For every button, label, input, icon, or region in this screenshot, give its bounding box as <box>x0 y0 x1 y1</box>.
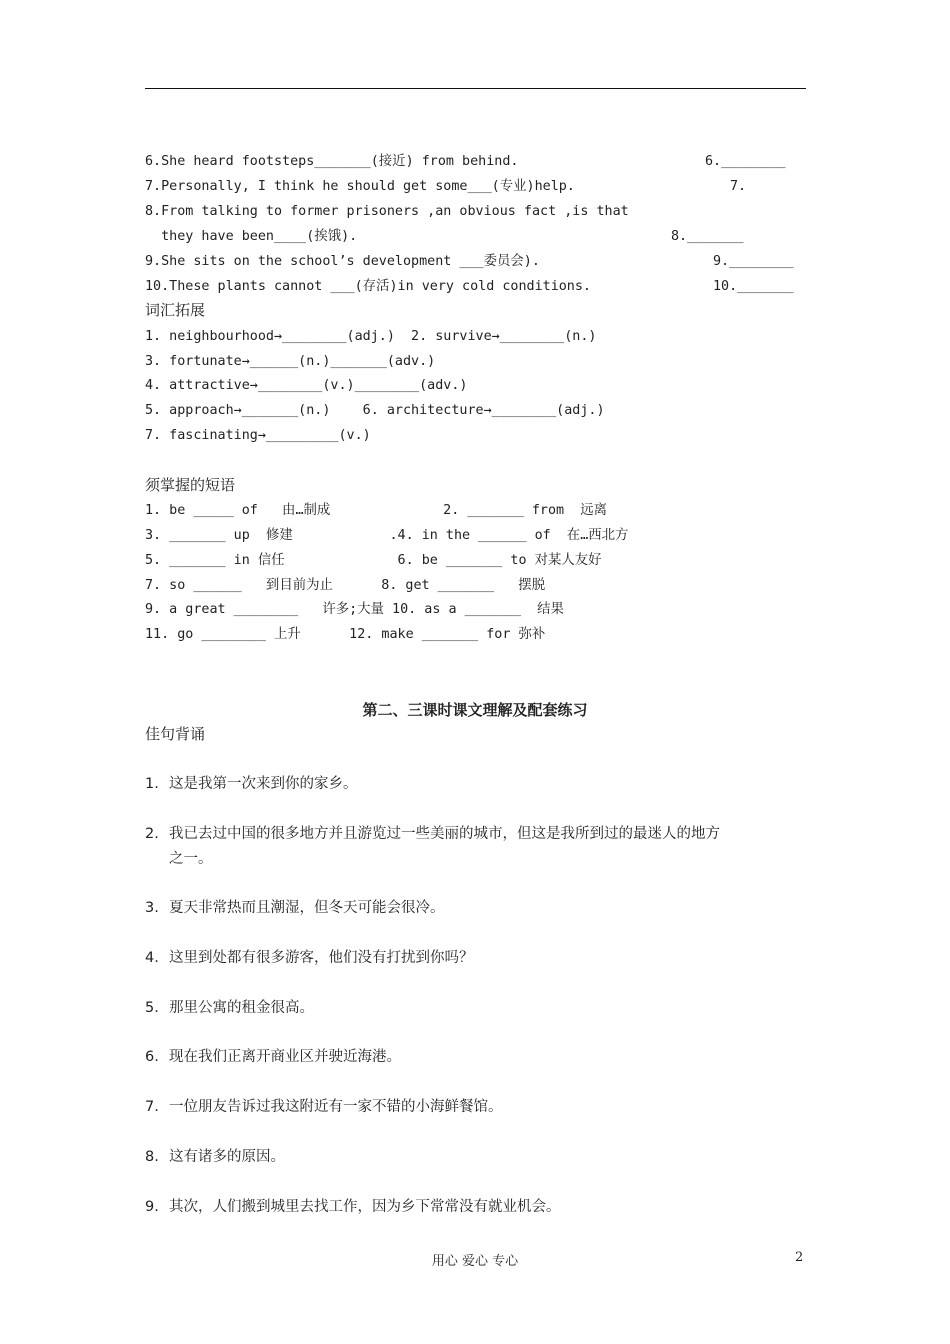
answer-blank-7: 7. <box>730 179 747 194</box>
sentence-text: 这有诸多的原因。 <box>169 1149 285 1165</box>
sentence-continuation: 之一。 <box>169 851 213 867</box>
sentence-item <box>145 772 810 797</box>
sentence-text: 那里公寓的租金很高。 <box>169 1000 314 1016</box>
sentence-item <box>145 1145 810 1170</box>
vocab-heading: 词汇拓展 <box>145 301 206 319</box>
vocab-line: 3. fortunate→______(n.)_______(adv.) <box>145 354 436 369</box>
answer-blank-9: 9.________ <box>713 254 794 269</box>
phrase-line: 3. _______ up 修建 .4. in the ______ of 在…西北方 <box>145 528 629 543</box>
sentence-item <box>145 996 810 1021</box>
sentence-number: 4. <box>145 950 159 966</box>
sentence-number: 9. <box>145 1199 159 1215</box>
sentence-number: 6. <box>145 1049 159 1065</box>
answer-blank-10: 10._______ <box>713 279 794 294</box>
phrase-line: 5. _______ in 信任 6. be _______ to 对某人友好 <box>145 553 602 568</box>
sentence-text: 其次，人们搬到城里去找工作，因为乡下常常没有就业机会。 <box>169 1199 561 1215</box>
sentence-item <box>145 1195 810 1220</box>
exercise-line-7: 7.Personally, I think he should get some___(专业)help. <box>145 179 575 194</box>
vocab-line: 4. attractive→________(v.)________(adv.) <box>145 378 468 393</box>
sentence-text: 这里到处都有很多游客，他们没有打扰到你吗？ <box>169 950 474 966</box>
header-rule <box>145 88 806 89</box>
sentence-item <box>145 896 810 921</box>
phrase-line: 7. so ______ 到目前为止 8. get _______ 摆脱 <box>145 578 546 593</box>
sentence-text: 现在我们正离开商业区并驶近海港。 <box>169 1049 401 1065</box>
phrase-line: 1. be _____ of 由…制成 2. _______ from 远离 <box>145 503 607 518</box>
sentence-text: 夏天非常热而且潮湿，但冬天可能会很冷。 <box>169 900 445 916</box>
phrase-line: 9. a great ________ 许多;大量 10. as a _______ 结果 <box>145 602 564 617</box>
sentence-number: 5. <box>145 1000 159 1016</box>
exercise-line-9: 9.She sits on the school’s development ___委员会). <box>145 254 540 269</box>
sentence-item <box>145 1095 810 1120</box>
sentences-heading: 佳句背诵 <box>145 725 206 743</box>
sentence-text: 这是我第一次来到你的家乡。 <box>169 776 358 792</box>
answer-blank-8: 8._______ <box>671 229 744 244</box>
sentence-item <box>145 1045 810 1070</box>
vocab-line: 5. approach→_______(n.) 6. architecture→________(adj.) <box>145 403 605 418</box>
phrases-heading: 须掌握的短语 <box>145 476 236 494</box>
sentence-item <box>145 946 810 971</box>
sentence-number: 3. <box>145 900 159 916</box>
sentence-text: 一位朋友告诉过我这附近有一家不错的小海鲜餐馆。 <box>169 1099 503 1115</box>
exercise-line-10: 10.These plants cannot ___(存活)in very cold conditions. <box>145 279 591 294</box>
sentence-number: 7. <box>145 1099 159 1115</box>
sentence-number: 2. <box>145 826 159 842</box>
vocab-line: 1. neighbourhood→________(adj.) 2. survive→________(n.) <box>145 329 597 344</box>
vocab-line: 7. fascinating→_________(v.) <box>145 428 371 443</box>
sentence-item <box>145 822 810 872</box>
exercise-line-8a: 8.From talking to former prisoners ,an obvious fact ,is that <box>145 204 629 219</box>
page-number: 2 <box>795 1250 804 1265</box>
answer-blank-6: 6.________ <box>705 154 786 169</box>
phrase-line: 11. go ________ 上升 12. make _______ for 弥补 <box>145 627 546 642</box>
footer-text: 用心 爱心 专心 <box>431 1254 519 1269</box>
sentence-number: 8. <box>145 1149 159 1165</box>
exercise-line-6: 6.She heard footsteps_______(接近) from behind. <box>145 154 519 169</box>
section-title: 第二、三课时课文理解及配套练习 <box>362 701 588 719</box>
exercise-line-8b: they have been____(挨饿). <box>145 229 358 244</box>
sentence-text: 我已去过中国的很多地方并且游览过一些美丽的城市，但这是我所到过的最迷人的地方 <box>169 826 720 842</box>
sentence-number: 1. <box>145 776 159 792</box>
